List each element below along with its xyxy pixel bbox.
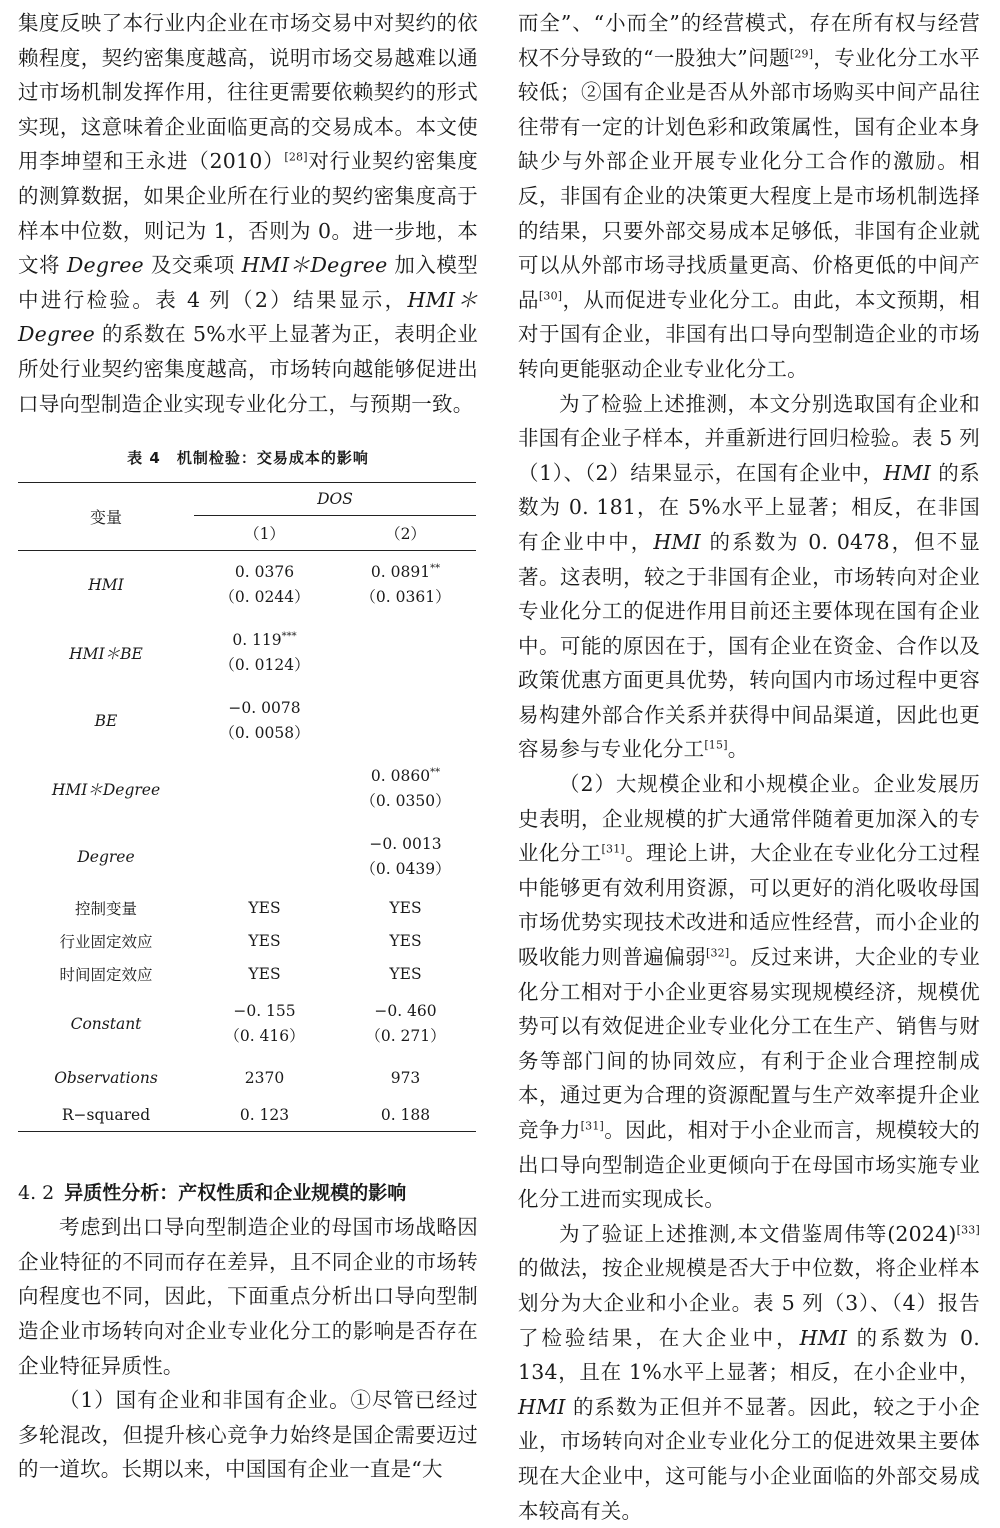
text-run: 的系数为正但并不显著。因此，较之于小企业，市场转向对企业专业化分工的促进效果主要体现在大企业中，这可能与小企业面临的外部交易成本较高有关。 <box>518 1394 980 1523</box>
table-row <box>18 551 476 620</box>
cell-col-1: 0. 0376 （0. 0244） <box>194 551 335 620</box>
cell-col-2: YES <box>389 898 422 917</box>
text-run: 集度反映了本行业内企业在市场交易中对契约的依赖程度，契约密集度越高，说明市场交易越难以通过市场机制发挥作用，往往更需要依赖契约的形式实现，这意味着企业面临更高的交易成本。本文使用李坤望和王永进（2010） <box>18 11 478 174</box>
row-variable: 时间固定效应 <box>59 965 153 984</box>
header-variable: 变量 <box>18 483 194 551</box>
cell-col-1: YES <box>248 964 281 983</box>
row-variable: BE <box>94 712 118 731</box>
text-run: 加入模型中进行检验。表 4 列（2）结果显示， <box>18 253 478 312</box>
row-variable: HMI <box>18 551 194 620</box>
text-run: 的系数为 0. 134，且在 1%水平上显著；相反，在小企业中， <box>518 1325 980 1385</box>
left-paragraph-2: 考虑到出口导向型制造企业的母国市场战略因企业特征的不同而存在差异，且不同企业的市场转向程度也不同，因此，下面重点分析出口导向型制造企业市场转向对企业专业化分工的影响是否存在企业特征异质性。 <box>18 1215 478 1378</box>
variable-name: HMI＊Degree <box>18 287 478 347</box>
text-run: 及交乘项 <box>143 253 242 278</box>
citation: [28] <box>284 150 308 164</box>
cell-col-2: 0. 0891** （0. 0361） <box>335 551 476 620</box>
citation: [31] <box>601 842 625 856</box>
variable-name: Degree <box>66 253 144 278</box>
table-row <box>18 619 476 687</box>
regression-table <box>18 482 476 1132</box>
cell-col-2: YES <box>389 931 422 950</box>
text-run: 为了检验上述推测，本文分别选取国有企业和非国有企业子样本，并重新进行回归检验。表 5 列（1）、（2）结果显示，在国有企业中， <box>518 391 980 485</box>
row-variable: 行业固定效应 <box>59 932 153 951</box>
text-run: 为了验证上述推测,本文借鉴周伟等(2024) <box>559 1221 957 1246</box>
section-heading <box>18 1176 478 1210</box>
table-caption: 表 4 机制检验：交易成本的影响 <box>127 449 369 468</box>
right-column <box>518 6 980 1528</box>
text-run: 的系数为 0. 181，在 5%水平上显著；相反，在非国有企业中中， <box>518 460 980 554</box>
cell-col-1: YES <box>248 931 281 950</box>
text-run: ，专业化分工水平较低；②国有企业是否从外部市场购买中间产品往往带有一定的计划色彩和政策属性，国有企业本身缺少与外部企业开展专业化分工合作的激励。相反，非国有企业的决策更大程度上是市场机制选择的结果，只要外部交易成本足够低，非国有企业就可以从外部市场寻找质量更高、价格更低的中间产品 <box>518 45 980 312</box>
row-variable: Degree <box>77 848 135 867</box>
text-run: 。反过来讲，大企业的专业化分工相对于小企业更容易实现规模经济，规模优势可以有效促进企业专业化分工在生产、销售与财务等部门间的协同效应，有利于企业合理控制成本，通过更为合理的资源配置与生产效率提升企业竞争力 <box>518 945 980 1142</box>
variable-name: HMI <box>518 1394 566 1419</box>
right-paragraph-3 <box>518 767 980 1217</box>
text-run: 的系数在 5%水平上显著为正，表明企业所处行业契约密集度越高，市场转向越能够促进出口导向型制造企业实现专业化分工，与预期一致。 <box>18 322 478 416</box>
cell-col-2: 973 <box>390 1069 421 1088</box>
table-row <box>18 1058 476 1098</box>
text-run: 而全”、“小而全”的经营模式，存在所有权与经营权不分导致的“一股独大”问题 <box>518 11 980 70</box>
cell-col-2: −0. 0013 （0. 0439） <box>360 835 451 879</box>
right-paragraph-4 <box>518 1217 980 1528</box>
table-row <box>18 924 476 957</box>
variable-name: HMI <box>653 529 701 554</box>
cell-col-2 <box>335 619 476 687</box>
header-col-1: （1） <box>244 525 285 544</box>
left-paragraph-3: （1）国有企业和非国有企业。①尽管已经过多轮混改，但提升核心竞争力始终是国企需要迈过的一道坎。长期以来，中国国有企业一直是“大 <box>18 1388 478 1482</box>
row-variable: 控制变量 <box>74 899 137 918</box>
citation: [31] <box>580 1119 605 1133</box>
text-run: 。理论上讲，大企业在专业化分工过程中能够更有效利用资源，可以更好的消化吸收母国市场优势实现技术改进和适应性经营，而小企业的吸收能力则普遍偏弱 <box>518 841 980 970</box>
citation: [30] <box>538 289 563 303</box>
table-row <box>18 1098 476 1132</box>
right-paragraph-1 <box>518 6 980 387</box>
section-number: 4. 2 <box>18 1182 55 1205</box>
cell-col-2: YES <box>389 964 422 983</box>
cell-col-1 <box>194 755 335 823</box>
citation: [33] <box>956 1223 980 1237</box>
cell-col-1: 0. 119*** （0. 0124） <box>219 631 310 675</box>
variable-name: HMI＊Degree <box>241 253 388 278</box>
variable-name: HMI <box>799 1325 848 1350</box>
text-run: 。 <box>727 737 749 762</box>
left-column <box>18 6 478 1487</box>
section-title: 异质性分析：产权性质和企业规模的影响 <box>64 1182 407 1205</box>
header-col-2: （2） <box>385 525 426 544</box>
table-row <box>18 891 476 924</box>
row-variable: Constant <box>70 1015 142 1034</box>
cell-col-1: 2370 <box>244 1069 285 1088</box>
text-run: 对行业契约密集度的测算数据，如果企业所在行业的契约密集度高于样本中位数，则记为 1，否则为 0。进一步地，本文将 <box>18 149 478 278</box>
dep-var-name: DOS <box>317 490 353 509</box>
cell-col-1 <box>194 823 335 891</box>
row-variable: R−squared <box>18 1098 194 1132</box>
cell-col-2: 0. 0860** （0. 0350） <box>360 767 451 811</box>
cell-col-2 <box>335 687 476 755</box>
text-run: 。因此，相对于小企业而言，规模较大的出口导向型制造企业更倾向于在母国市场实施专业化分工进而实现成长。 <box>518 1118 980 1212</box>
citation: [29] <box>789 46 814 60</box>
cell-col-1: −0. 155 （0. 416） <box>224 1002 305 1046</box>
cell-col-1: YES <box>248 898 281 917</box>
table-row <box>18 823 476 891</box>
text-run: （2）大规模企业和小规模企业。企业发展历史表明，企业规模的扩大通常伴随着更加深入的专业化分工 <box>518 772 980 866</box>
cell-col-2: −0. 460 （0. 271） <box>365 1002 446 1046</box>
variable-name: HMI <box>883 460 932 485</box>
citation: [15] <box>704 738 728 752</box>
table-row <box>18 990 476 1058</box>
cell-col-1: 0. 123 <box>194 1098 335 1132</box>
row-variable: Observations <box>54 1069 158 1088</box>
table-row <box>18 957 476 990</box>
text-run: ，从而促进专业化分工。由此，本文预期，相对于国有企业，非国有出口导向型制造企业的市场转向更能驱动企业专业化分工。 <box>518 287 981 381</box>
row-variable: HMI＊BE <box>69 645 143 664</box>
citation: [32] <box>705 946 730 960</box>
cell-col-1: −0. 0078 （0. 0058） <box>219 699 310 743</box>
row-variable: HMI＊Degree <box>51 781 161 800</box>
table-row <box>18 755 476 823</box>
text-run: 的系数为 0. 0478，但不显著。这表明，较之于非国有企业，市场转向对企业专业化分工的促进作用目前还主要体现在国有企业中。可能的原因在于，国有企业在资金、合作以及政策优惠方面更具优势，转向国内市场过程中更容易构建外部合作关系并获得中间品渠道，因此也更容易参与专业化分工 <box>518 529 981 762</box>
text-run: 的做法，按企业规模是否大于中位数，将企业样本划分为大企业和小企业。表 5 列（3）、（4）报告了检验结果，在大企业中， <box>518 1256 980 1350</box>
header-dependent-variable <box>194 483 476 516</box>
left-paragraph-1 <box>18 6 478 421</box>
table-row <box>18 687 476 755</box>
cell-col-2: 0. 188 <box>335 1098 476 1132</box>
right-paragraph-2 <box>518 387 980 768</box>
